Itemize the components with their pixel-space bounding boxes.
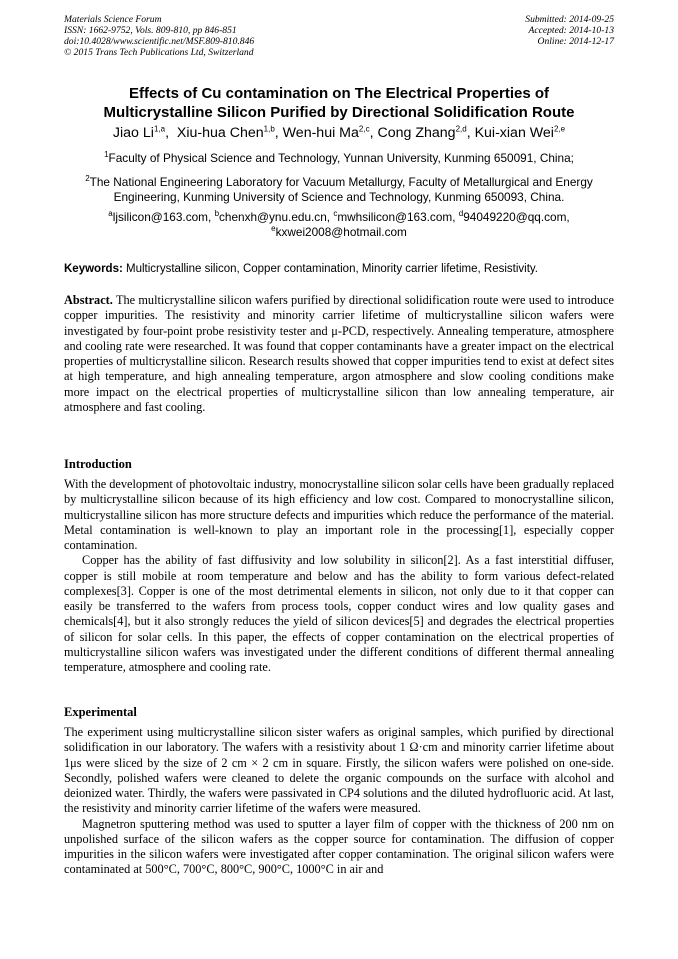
dates-header [525,14,614,47]
section-heading-introduction: Introduction [64,457,132,471]
keywords-label: Keywords: [64,263,123,275]
email-link[interactable]: mwhsilicon@163.com [337,210,453,224]
abstract [64,293,614,415]
journal-header [64,14,254,58]
paper-title [40,84,638,122]
paragraph: Magnetron sputtering method was used to sputter a layer film of copper with the thickness of 200 nm on unpolished surface of the silicon wafers as the copper source for contamination. The diffusion of copper impurities in the silicon wafers were investigated after copper contamination. The original silicon wafers were contaminated at 500°C, 700°C, 800°C, 900°C, 1000°C in air and [64,816,614,877]
keywords-text: Multicrystalline silicon, Copper contamination, Minority carrier lifetime, Resistivity. [126,263,538,275]
author-sup: 1,b [263,124,275,134]
email-link[interactable]: 94049220@qq.com [463,210,567,224]
email-link[interactable]: chenxh@ynu.edu.cn [219,210,327,224]
title-line: Effects of Cu contamination on The Electrical Properties of [128,85,550,102]
affiliation-1: $^1$Faculty of Physical Science and Technology, Yunnan University, Kunming 650091, China; [104,150,574,165]
author-name: Cong Zhang [377,125,456,141]
author-emails: $^a$ljsilicon@163.com, $^b$chenxh@ynu.edu.cn, $^c$mwhsilicon@163.com, $^d$94049220@qq.com, $^e$kxwei2008@hotmail.com [108,209,570,239]
journal-name: Materials Science Forum [64,14,162,25]
keywords [64,262,624,276]
paragraph: With the development of photovoltaic industry, monocrystalline silicon solar cells have been gradually replaced by multicrystalline silicon because of its high efficiency and low cost. Compared to monocrystalline silicon, multicrystalline silicon has more structure defects and impurities which reduce the performance of the material. Metal contamination is well-known to play an important role in the processing[1], especially copper contamination. [64,477,614,552]
affiliation-2: $^2$The National Engineering Laboratory for Vacuum Metallurgy, Faculty of Metallurgical and Energy Engineering, Kunming University of Science and Technology, Kunming 650093, China. [85,174,593,204]
experimental-body [64,725,614,878]
author-list: Jiao Li$^{1,a}$, Xiu-hua Chen$^{1,b}$, Wen-hui Ma$^{2,c}$, Cong Zhang$^{2,d}$, Kui-xian Wei$^{2,e}$ [112,124,566,141]
paragraph: Copper has the ability of fast diffusivity and low solubility in silicon[2]. As a fast interstitial diffuser, copper is still mobile at room temperature and below and has the ability to form various defect-related complexes[3]. Copper is one of the most detrimental elements in silicon, not only due to it that copper can easily be transferred to the wafers from process tools, copper conduct wires and low quality gases and chemicals[4], but it also strongly reduces the yield of silicon devices[5] and degrades the electrical properties of silicon for solar cells. In this paper, the effects of copper contamination on the electrical properties of multicrystalline silicon wafers was investigated under the different conditions of different thermal annealing temperature, atmosphere and cooling rate. [64,553,614,674]
journal-issn: ISSN: 1662-9752, Vols. 809-810, pp 846-851 [64,25,237,36]
author-name: Kui-xian Wei [474,125,554,141]
author-name: Xiu-hua Chen [176,125,264,141]
paragraph: The experiment using multicrystalline silicon sister wafers as original samples, which purified by directional solidification in our laboratory. The wafers with a resistivity about 1 Ω·cm and minority carrier lifetime about 1μs were sliced by the size of 2 cm × 2 cm in square. Firstly, the silicon wafers were polished on one-side. Secondly, polished wafers were cleaned to delete the organic compounds on the surface with alcohol and deionized water. Thirdly, the wafers were passivated in CP4 solutions and the diluted hydrofluoric acid. At last, the resistivity and minority carrier lifetime of the wafers were measured. [64,725,614,816]
author-sup: 2,c [358,124,370,134]
email-link[interactable]: kxwei2008@hotmail.com [275,224,407,239]
journal-copyright: © 2015 Trans Tech Publications Ltd, Switzerland [64,47,254,58]
email-link[interactable]: ljsilicon@163.com [112,210,208,224]
section-heading-experimental: Experimental [64,705,137,719]
author-sup: 1,a [153,124,166,134]
author-sup: 2,e [553,124,566,134]
abstract-label: Abstract. [64,293,113,307]
title-line: Multicrystalline Silicon Purified by Directional Solidification Route [103,104,575,121]
abstract-text: The multicrystalline silicon wafers purified by directional solidification route were used to introduce copper impurities. The resistivity and minority carrier lifetime of multicrystalline silicon wafers were investigated by four-point probe resistivity tester and μ-PCD, respectively. Annealing temperature, atmosphere and cooling rate were researched. It was found that copper contaminants have a greater impact on the electrical properties of multicrystalline silicon. Research results showed that copper impurities tend to exist at defect sites at high temperature, and high annealing temperature, argon atmosphere and slow cooling conditions make more impact on the electrical properties of multicrystalline silicon than low annealing temperature, air atmosphere and fast cooling. [64,293,614,414]
date-online: Online: 2014-12-17 [537,36,614,47]
author-name: Jiao Li [112,125,154,141]
journal-doi: doi:10.4028/www.scientific.net/MSF.809-810.846 [64,36,255,47]
author-name: Wen-hui Ma [282,125,359,141]
date-submitted: Submitted: 2014-09-25 [525,14,614,25]
introduction-body [64,477,614,675]
date-accepted: Accepted: 2014-10-13 [528,25,614,36]
author-sup: 2,d [455,124,467,134]
